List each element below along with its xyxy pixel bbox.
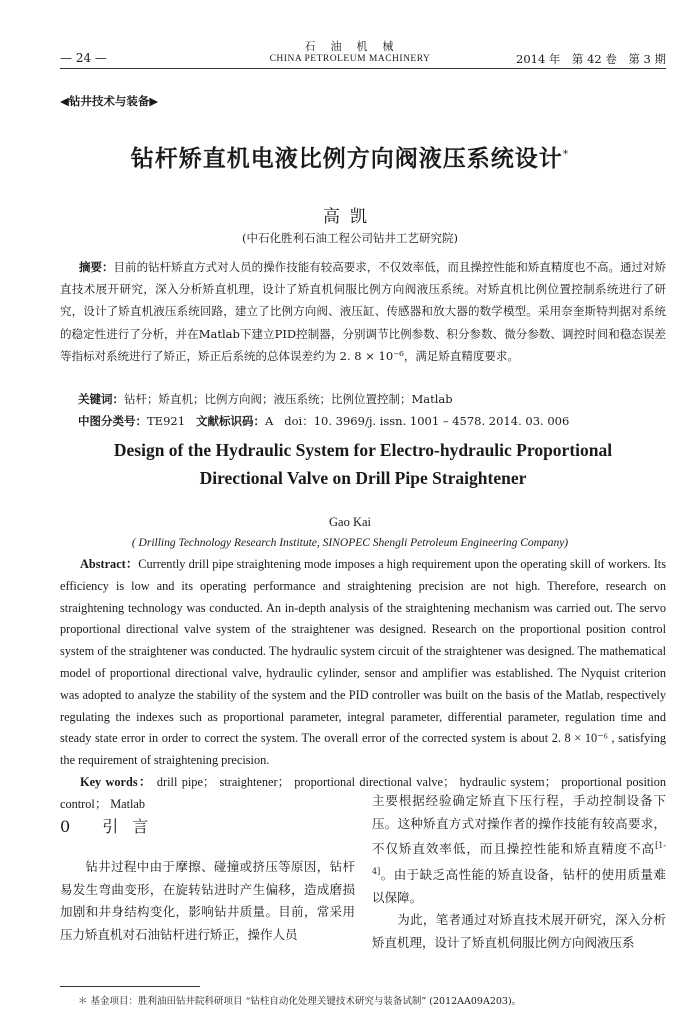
- keywords-en-text: drill pipe； straightener； proportional directional valve； hydraulic system； proportional position control； Matlab: [60, 774, 667, 811]
- doi-label: doi：: [284, 414, 314, 428]
- body-right-p1-end: 。由于缺乏高性能的矫直设备，钻杆的使用质量难以保障。: [372, 867, 666, 905]
- body-right-p2-text: 为此，笔者通过对矫直技术展开研究，深入分析矫直机理，设计了矫直机伺服比例方向阀液压系: [372, 912, 666, 950]
- abstract-en-text: Currently drill pipe straightening mode imposes a high requirement upon the operating skill of workers. Its efficiency is low and its operating performance and straightening precision are not high. Therefore, research on straightening technology was conducted. An in-depth analysis of the straightening mechanism was carried out. The servo proportional directional valve system of the straightener was designed. Research on the proportional position control system of the straightener was conducted. The hydraulic system circuit of the straightener was designed. The mathematical model of proportional directional valve, hydraulic cylinder, sensor and amplifier was established. The Nyquist criterion was adopted to analyze the stability of the system and the PID controller was built on the basis of the Matlab, respectively regulating the indexes such as proportional parameter, integral parameter, differential parameter, regulation time and steady state error in order to correct the system. The overall error of the corrected system is about 2. 8 × 10⁻⁶ , satisfying the requirement of straightening precision.: [60, 557, 666, 768]
- journal-name-cn: 石 油 机 械: [304, 40, 396, 53]
- clc-value: TE921: [147, 414, 186, 428]
- body-right-column: [372, 790, 666, 954]
- affiliation-en: ( Drilling Technology Research Institute, SINOPEC Shengli Petroleum Engineering Company): [131, 537, 569, 549]
- title-cn-text: 钻杆矫直机电液比例方向阀液压系统设计: [130, 146, 563, 172]
- abstract-en: [60, 554, 666, 816]
- affiliation-cn: (中石化胜利石油工程公司钻井工艺研究院): [242, 231, 458, 245]
- abstract-cn: [60, 256, 666, 367]
- doi-value: 10. 3969/j. issn. 1001 – 4578. 2014. 03. 006: [313, 414, 570, 428]
- body-right-paragraph-2: [372, 909, 666, 954]
- section-tag: ◀钻井技术与装备▶: [60, 94, 159, 108]
- body-left-column: [60, 856, 355, 946]
- keywords-cn: [78, 388, 668, 432]
- keywords-cn-label: 关键词：: [78, 392, 124, 406]
- footnote-rule: [60, 986, 200, 987]
- title-en-line2: Directional Valve on Drill Pipe Straightener: [199, 468, 527, 488]
- keywords-en-label: Key words：: [80, 774, 153, 789]
- keywords-cn-text: 钻杆；矫直机；比例方向阀；液压系统；比例位置控制；Matlab: [124, 392, 453, 406]
- title-footnote-mark: *: [562, 147, 570, 161]
- section-heading-0: [60, 814, 162, 837]
- title-en-line1: Design of the Hydraulic System for Electro-hydraulic Proportional: [113, 440, 613, 460]
- abstract-cn-label: 摘要：: [79, 260, 114, 274]
- author-en: Gao Kai: [329, 515, 371, 529]
- page-title: [0, 140, 700, 173]
- abstract-cn-text: 目前的钻杆矫直方式对人员的操作技能有较高要求，不仅效率低，而且操控性能和矫直精度也不高。通过对矫直技术展开研究，深入分析矫直机理，设计了矫直机伺服比例方向阀液压系统。对矫直机比例位置控制系统进行了研究，设计了矫直机液压系统回路，建立了比例方向阀、液压缸、传感器和放大器的数学模型。采用奈奎斯特判据对系统的稳定性进行了分析，并在Matlab下建立PID控制器，分别调节比例参数、积分参数、微分参数、调控时间和稳态误差等指标对系统进行了矫正，矫正后系统的总体误差约为 2. 8 × 10⁻⁶，满足矫直精度要求。: [60, 260, 667, 363]
- journal-name-en: CHINA PETROLEUM MACHINERY: [269, 54, 431, 64]
- classification-line: [78, 410, 668, 432]
- abstract-en-label: Abstract：: [80, 557, 139, 571]
- body-right-paragraph-1: [372, 790, 666, 909]
- clc-label: 中图分类号：: [78, 414, 147, 428]
- page-number: — 24 —: [60, 51, 107, 65]
- section-title: 引言: [102, 817, 163, 836]
- issue-info: 2014 年 第 42 卷 第 3 期: [516, 52, 666, 66]
- section-number: 0: [60, 817, 85, 836]
- citation-ref: [1-4]: [372, 841, 666, 876]
- author-cn: 高凯: [323, 207, 377, 227]
- doc-code-label: 文献标识码：: [195, 414, 265, 428]
- body-left-paragraph: 钻井过程中由于摩擦、碰撞或挤压等原因，钻杆易发生弯曲变形，在旋转钻进时产生偏移，造成磨损加剧和井身结构变化，影响钻井质量。目前，常采用压力矫直机对石油钻杆进行矫正，操作人员: [60, 859, 355, 942]
- body-right-p1-start: 主要根据经验确定矫直下压行程，手动控制设备下压。这种矫直方式对操作者的操作技能有较高要求，不仅矫直效率低，而且操控性能和矫直精度不高: [372, 793, 666, 857]
- footnote: ＊ 基金项目：胜利油田钻井院科研项目 “钻柱自动化处理关键技术研究与装备试制” (2012AA09A203)。: [78, 996, 522, 1007]
- doc-code-value: A: [264, 414, 274, 428]
- title-en: [60, 436, 666, 492]
- header-rule: [60, 68, 666, 69]
